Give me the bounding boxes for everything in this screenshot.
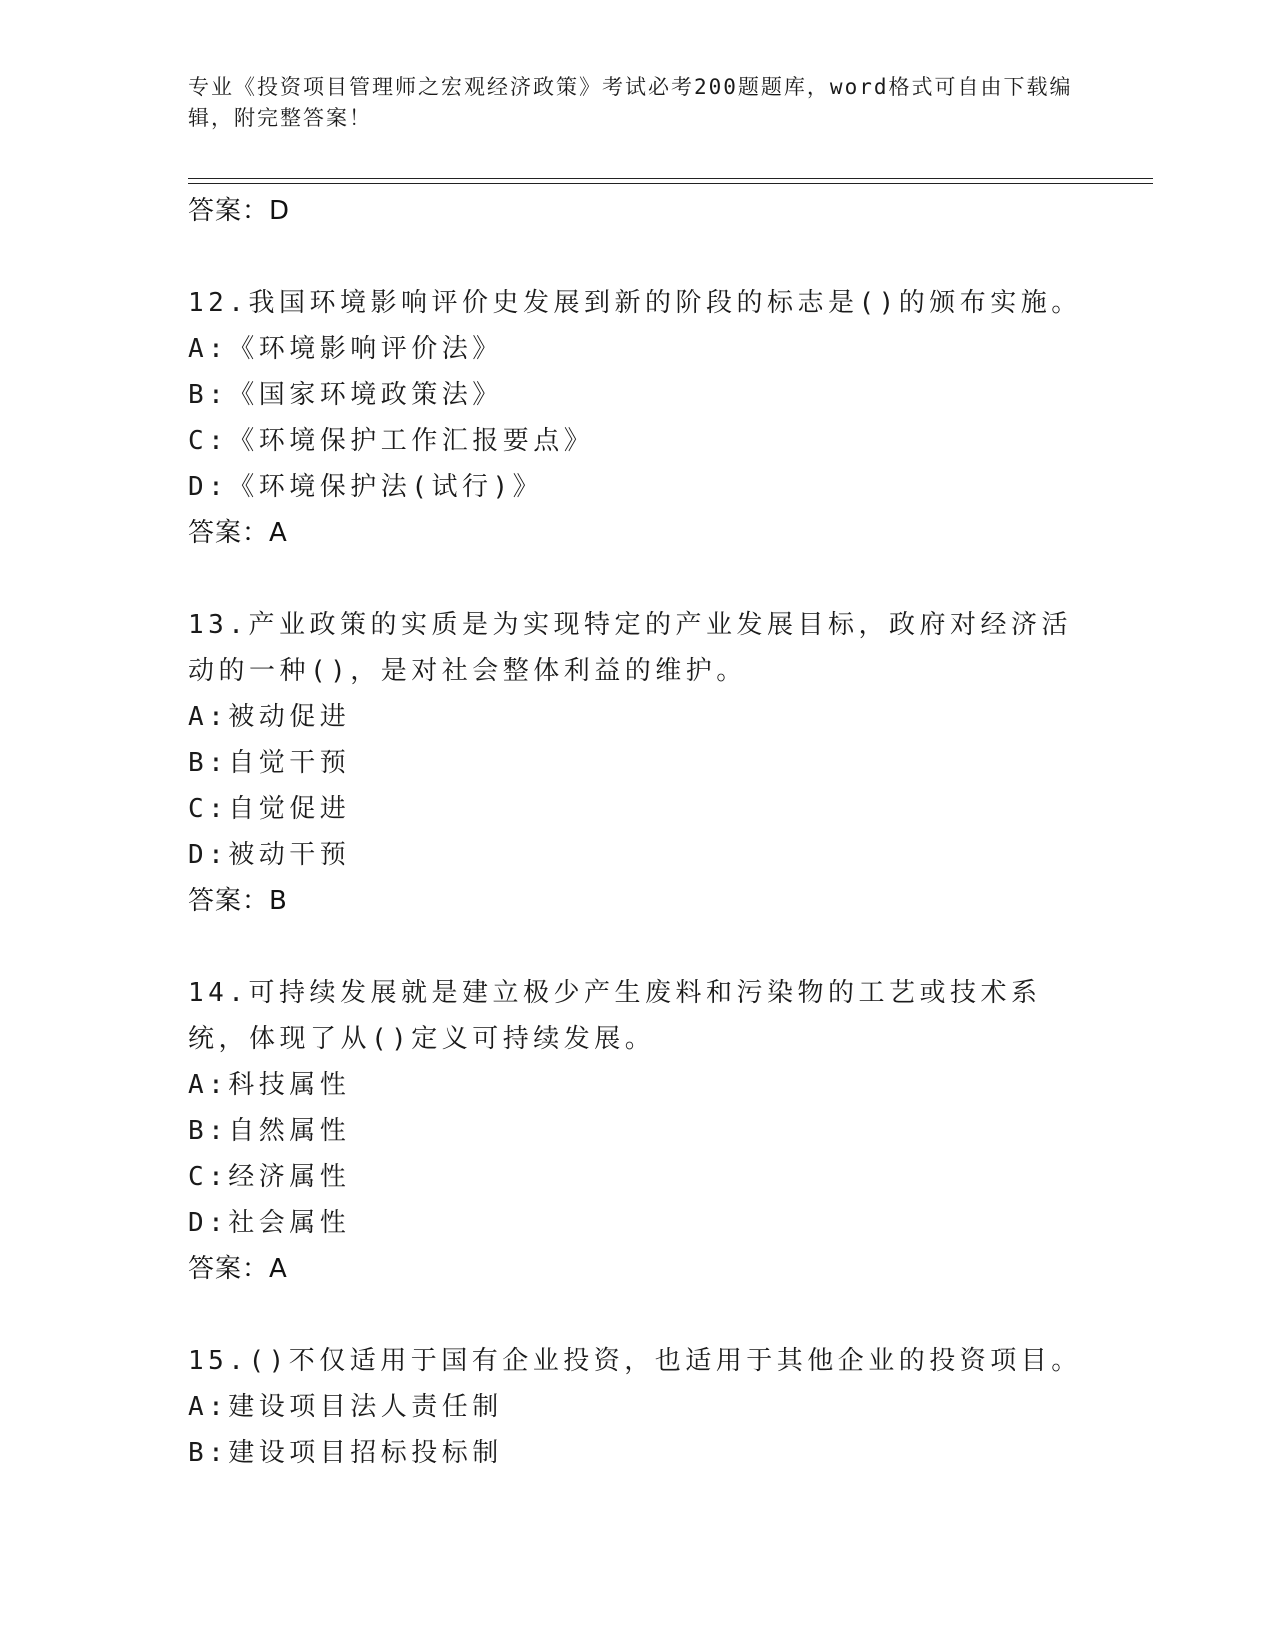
question-stem: 13.产业政策的实质是为实现特定的产业发展目标，政府对经济活动的一种()，是对社会整体利益的维护。 [188,610,1072,686]
spacer [188,1292,1088,1338]
option-a: A:《环境影响评价法》 [188,334,503,364]
question-block-14 [188,970,1088,1292]
question-stem: 12.我国环境影响评价史发展到新的阶段的标志是()的颁布实施。 [188,288,1082,318]
spacer [188,556,1088,602]
option-d: D:社会属性 [188,1208,351,1238]
option-a: A:建设项目法人责任制 [188,1392,503,1422]
page-header: 专业《投资项目管理师之宏观经济政策》考试必考200题题库，word格式可自由下载编辑，附完整答案！ [188,75,1073,130]
answer: 答案：B [188,886,288,916]
option-d: D:被动干预 [188,840,351,870]
option-b: B:建设项目招标投标制 [188,1438,503,1468]
question-block-12 [188,280,1088,556]
option-b: B:自觉干预 [188,748,351,778]
answer: 答案：A [188,1254,288,1284]
spacer [188,234,1088,280]
answer: 答案：A [188,518,288,548]
header-rule-top [188,178,1153,179]
question-stem: 14.可持续发展就是建立极少产生废料和污染物的工艺或技术系统，体现了从()定义可持续发展。 [188,978,1042,1054]
option-c: C:自觉促进 [188,794,351,824]
question-block-15 [188,1338,1088,1476]
question-block-13 [188,602,1088,924]
option-a: A:被动促进 [188,702,351,732]
option-b: B:自然属性 [188,1116,351,1146]
option-a: A:科技属性 [188,1070,351,1100]
option-b: B:《国家环境政策法》 [188,380,503,410]
answer-11: 答案：D [188,196,291,226]
spacer [188,924,1088,970]
question-stem: 15.()不仅适用于国有企业投资，也适用于其他企业的投资项目。 [188,1346,1082,1376]
header-rule-bottom [188,183,1153,184]
option-c: C:经济属性 [188,1162,351,1192]
question-list [188,188,1088,1476]
option-c: C:《环境保护工作汇报要点》 [188,426,595,456]
option-d: D:《环境保护法(试行)》 [188,472,544,502]
